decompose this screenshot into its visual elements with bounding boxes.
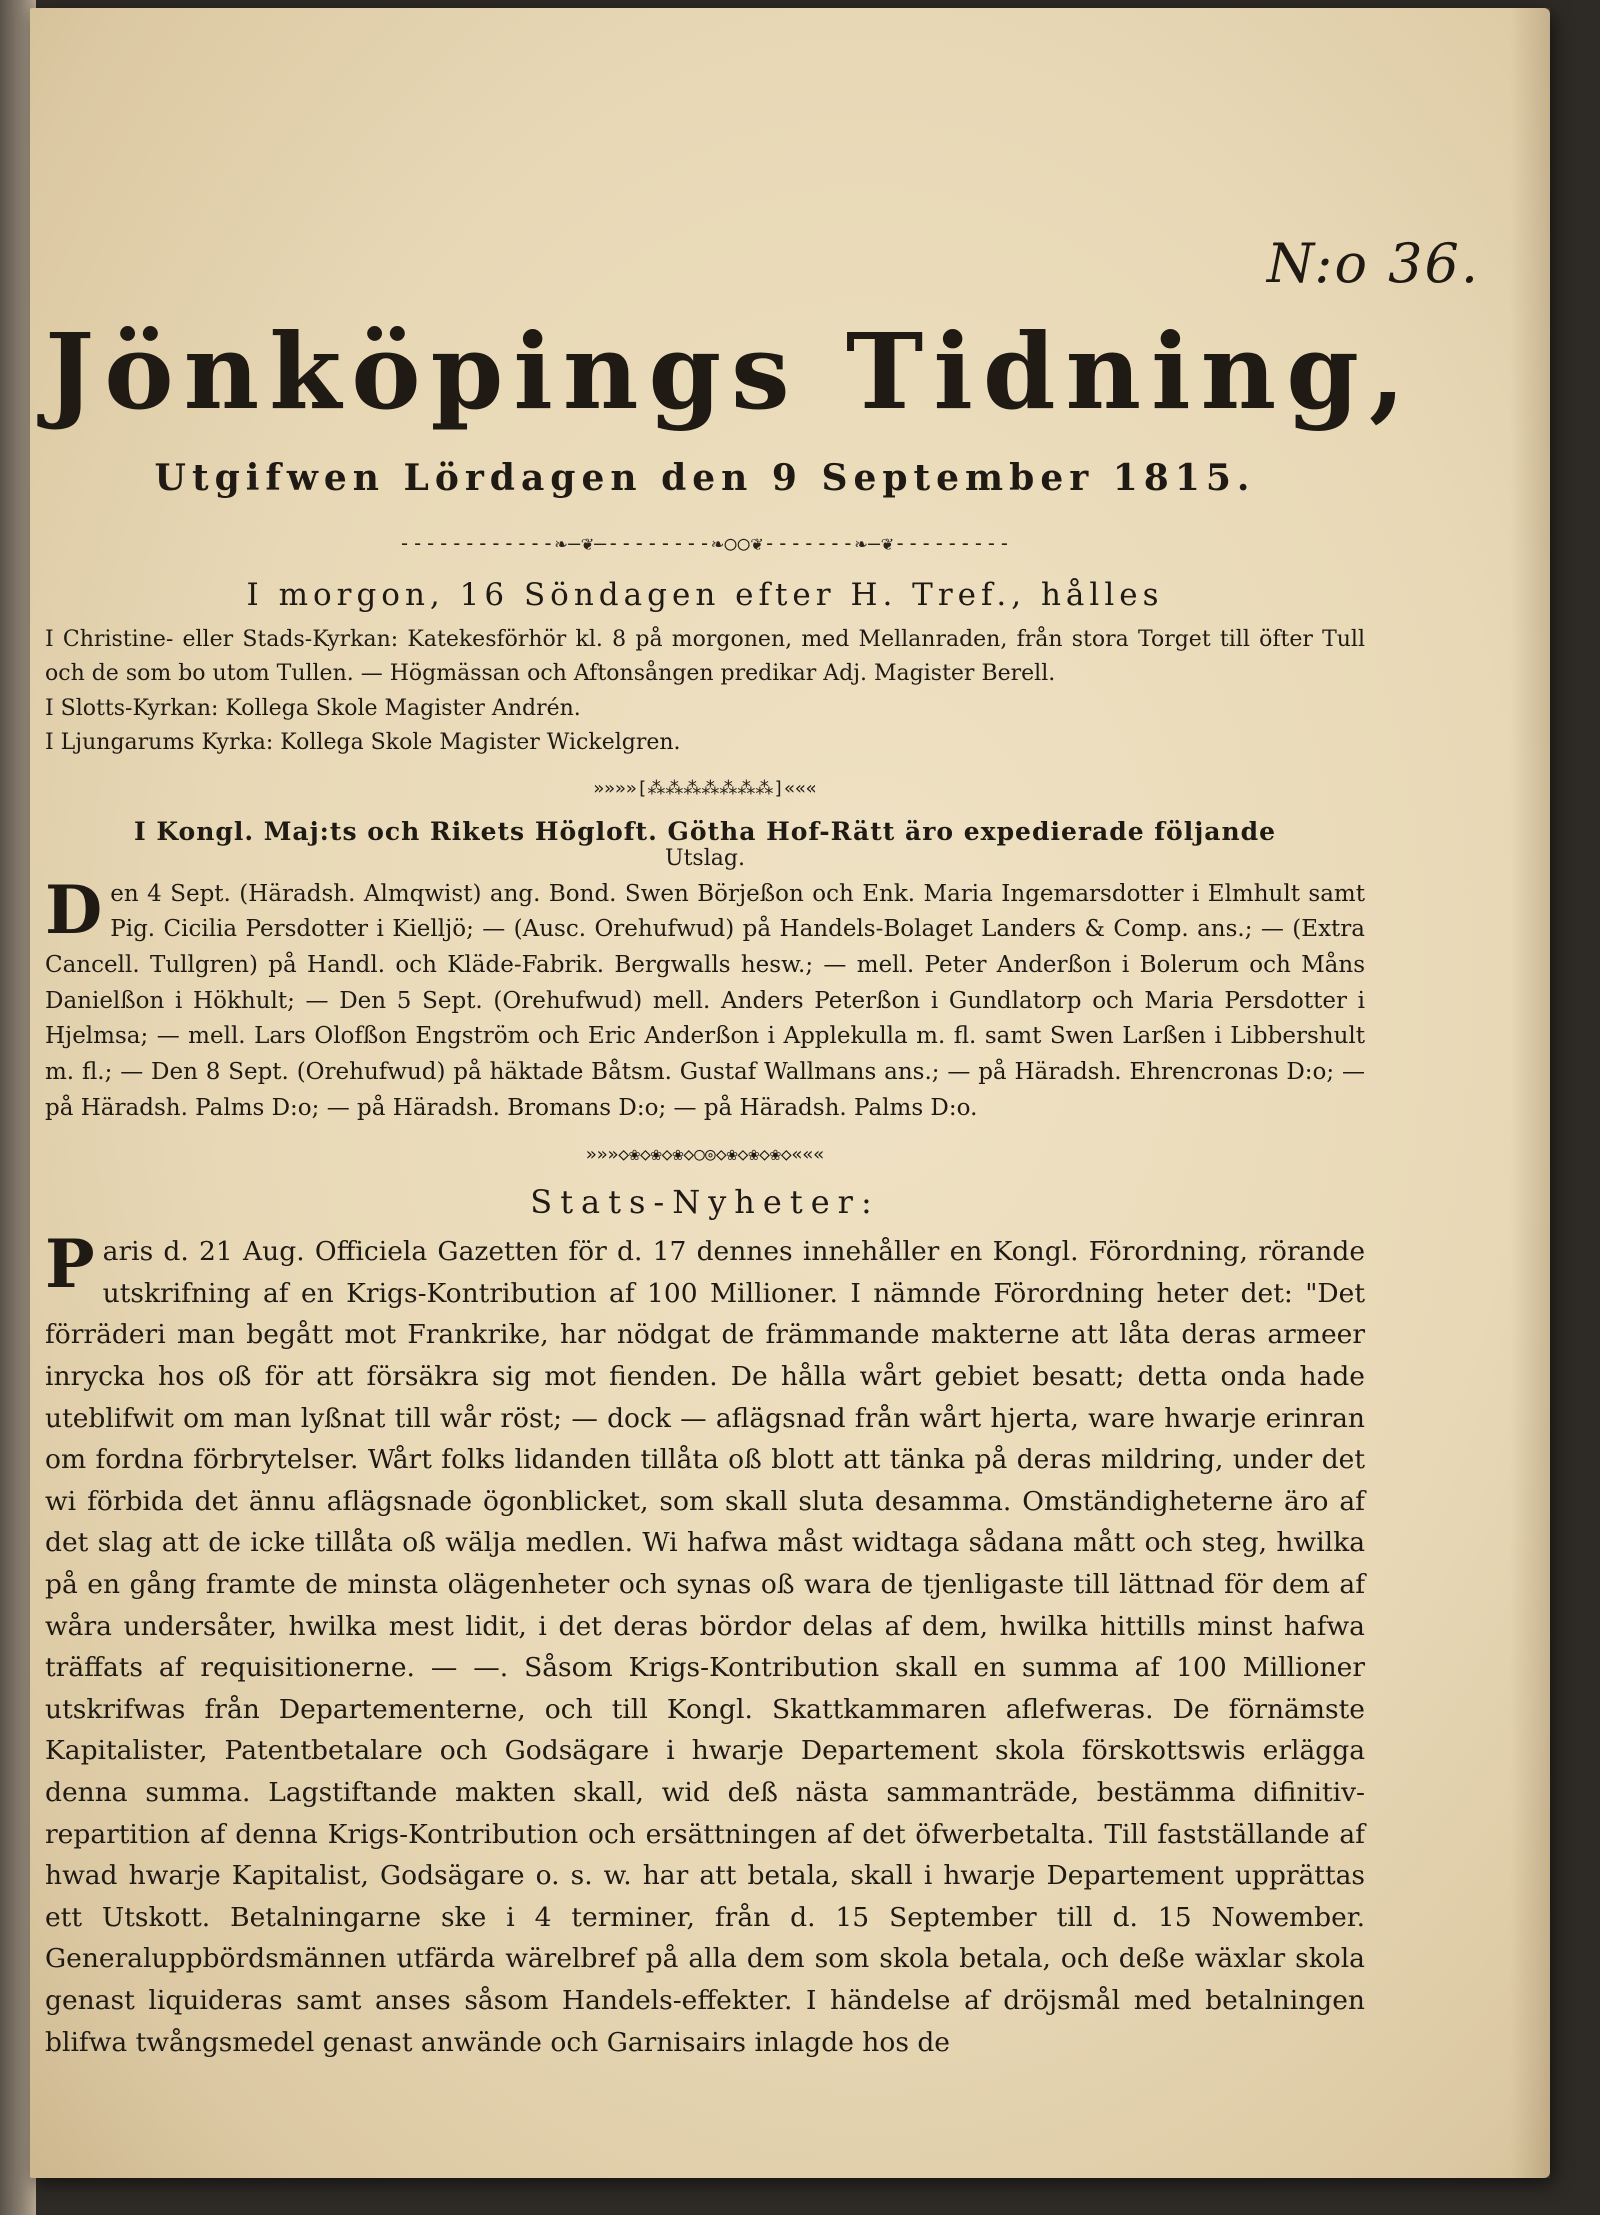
court-heading: I Kongl. Maj:ts och Rikets Högloft. Götha Hof-Rätt äro expedierade följande <box>133 816 1277 846</box>
news-heading: Stats-Nyheter: <box>530 1183 880 1222</box>
court-subheading: Utslag. <box>665 845 745 871</box>
church-notice-line: I Christine- eller Stads-Kyrkan: Katekesförhör kl. 8 på morgonen, med Mellanraden, från stora Torget till öfter Tull och de som bo utom Tullen. — Högmässan och Aftonsången predikar Adj. Magister Berell. <box>45 627 1365 687</box>
court-text-body: en 4 Sept. (Häradsh. Almqwist) ang. Bond. Swen Börjeßon och Enk. Maria Ingemarsdotter i Elmhult samt Pig. Cicilia Persdotter i Kielljö; — (Ausc. Orehufwud) på Handels-Bolaget Landers & Comp. ans.; — (Extra Cancell. Tullgren) på Handl. och Kläde-Fabrik. Bergwalls hesw.; — mell. Peter Anderßon i Bolerum och Måns Danielßon i Hökhult; — Den 5 Sept. (Orehufwud) mell. Anders Peterßon i Gundlatorp och Maria Persdotter i Hjelmsa; — mell. Lars Olofßon Engström och Eric Anderßon i Applekulla m. fl. samt Swen Larßen i Libbershult m. fl.; — Den 8 Sept. (Orehufwud) på häktade Båtsm. Gustaf Wallmans ans.; — på Häradsh. Ehrencronas D:o; — på Häradsh. Palms D:o; — på Häradsh. Bromans D:o; — på Häradsh. Palms D:o. <box>45 880 1365 1121</box>
dropcap: D <box>45 870 103 949</box>
church-notice-heading: I morgon, 16 Söndagen efter H. Tref., hålles <box>246 577 1164 614</box>
page-shadow <box>1510 8 1550 2178</box>
masthead-title: Jönköpings Tidning, <box>45 310 1416 433</box>
dropcap: P <box>45 1225 95 1304</box>
church-notice-line: I Ljungarums Kyrka: Kollega Skole Magister Wickelgren. <box>45 729 681 755</box>
ornament-divider: »»»◇❀◇❀◇❀◇○◎◇❀◇❀◇❀◇««« <box>585 1144 825 1166</box>
issue-number: N:o 36. <box>1266 232 1480 295</box>
ornament-divider: »»»»[⁂⁂⁂⁂⁂⁂⁂]««« <box>593 777 817 799</box>
church-notice-line: I Slotts-Kyrkan: Kollega Skole Magister Andrén. <box>45 695 581 721</box>
ornamental-rule: ------------❧—❦—--------❧○○❦-------❧—❦--------- <box>398 531 1012 556</box>
news-text <box>45 1225 1365 2063</box>
court-text <box>45 870 1365 1126</box>
news-text-body: aris d. 21 Aug. Officiela Gazetten för d. 17 dennes innehåller en Kongl. Förordning, rörande utskrifning af en Krigs-Kontribution af 100 Millioner. I nämnde Förordning heter det: "Det förräderi man begått mot Frankrike, har nödgat de främmande makterne att låta deras armeer inrycka hos oß för att försäkra sig mot fienden. De hålla wårt gebiet besatt; detta onda hade uteblifwit om man lyßnat till wår röst; — dock — aflägsnad från wårt hjerta, ware hwarje erinran om fordna förbrytelser. Wårt folks lidanden tillåta oß blott att tänka på deras mildring, under det wi förbida det ännu aflägsnade ögonblicket, som skall sluta desamma. Omständigheterne äro af det slag att de icke tillåta oß wälja medlen. Wi hafwa måst widtaga sådana mått och steg, hwilka på en gång framte de minsta olägenheter och synas oß wara de tjenligaste till lättnad för dem af wåra undersåter, hwilka mest lidit, i det deras bördor delas af dem, hwilka hittills minst hafwa träffats af requisitionerne. — —. Såsom Krigs-Kontribution skall en summa af 100 Millioner utskrifwas från Departementerne, och till Kongl. Skattkammaren aflefweras. De förnämste Kapitalister, Patentbetalare och Godsägare i hwarje Departement skola förskottswis erlägga denna summa. Lagstiftande makten skall, wid deß nästa sammanträde, bestämma difinitiv-repartition af denna Krigs-Kontribution och ersättningen af det öfwerbetalta. Till fastställande af hwad hwarje Kapitalist, Godsägare o. s. w. har att betala, skall i hwarje Departement upprättas ett Utskott. Betalningarne ske i 4 terminer, från d. 15 September till d. 15 Nowember. Generaluppbördsmännen utfärda wärelbref på alla dem som skola betala, och deße wäxlar skola genast liquideras samt anses såsom Handels-effekter. I händelse af dröjsmål med betalningen blifwa twångsmedel genast anwände och Garnisairs inlagde hos de <box>45 1236 1365 2058</box>
masthead-subtitle: Utgifwen Lördagen den 9 September 1815. <box>154 457 1256 500</box>
